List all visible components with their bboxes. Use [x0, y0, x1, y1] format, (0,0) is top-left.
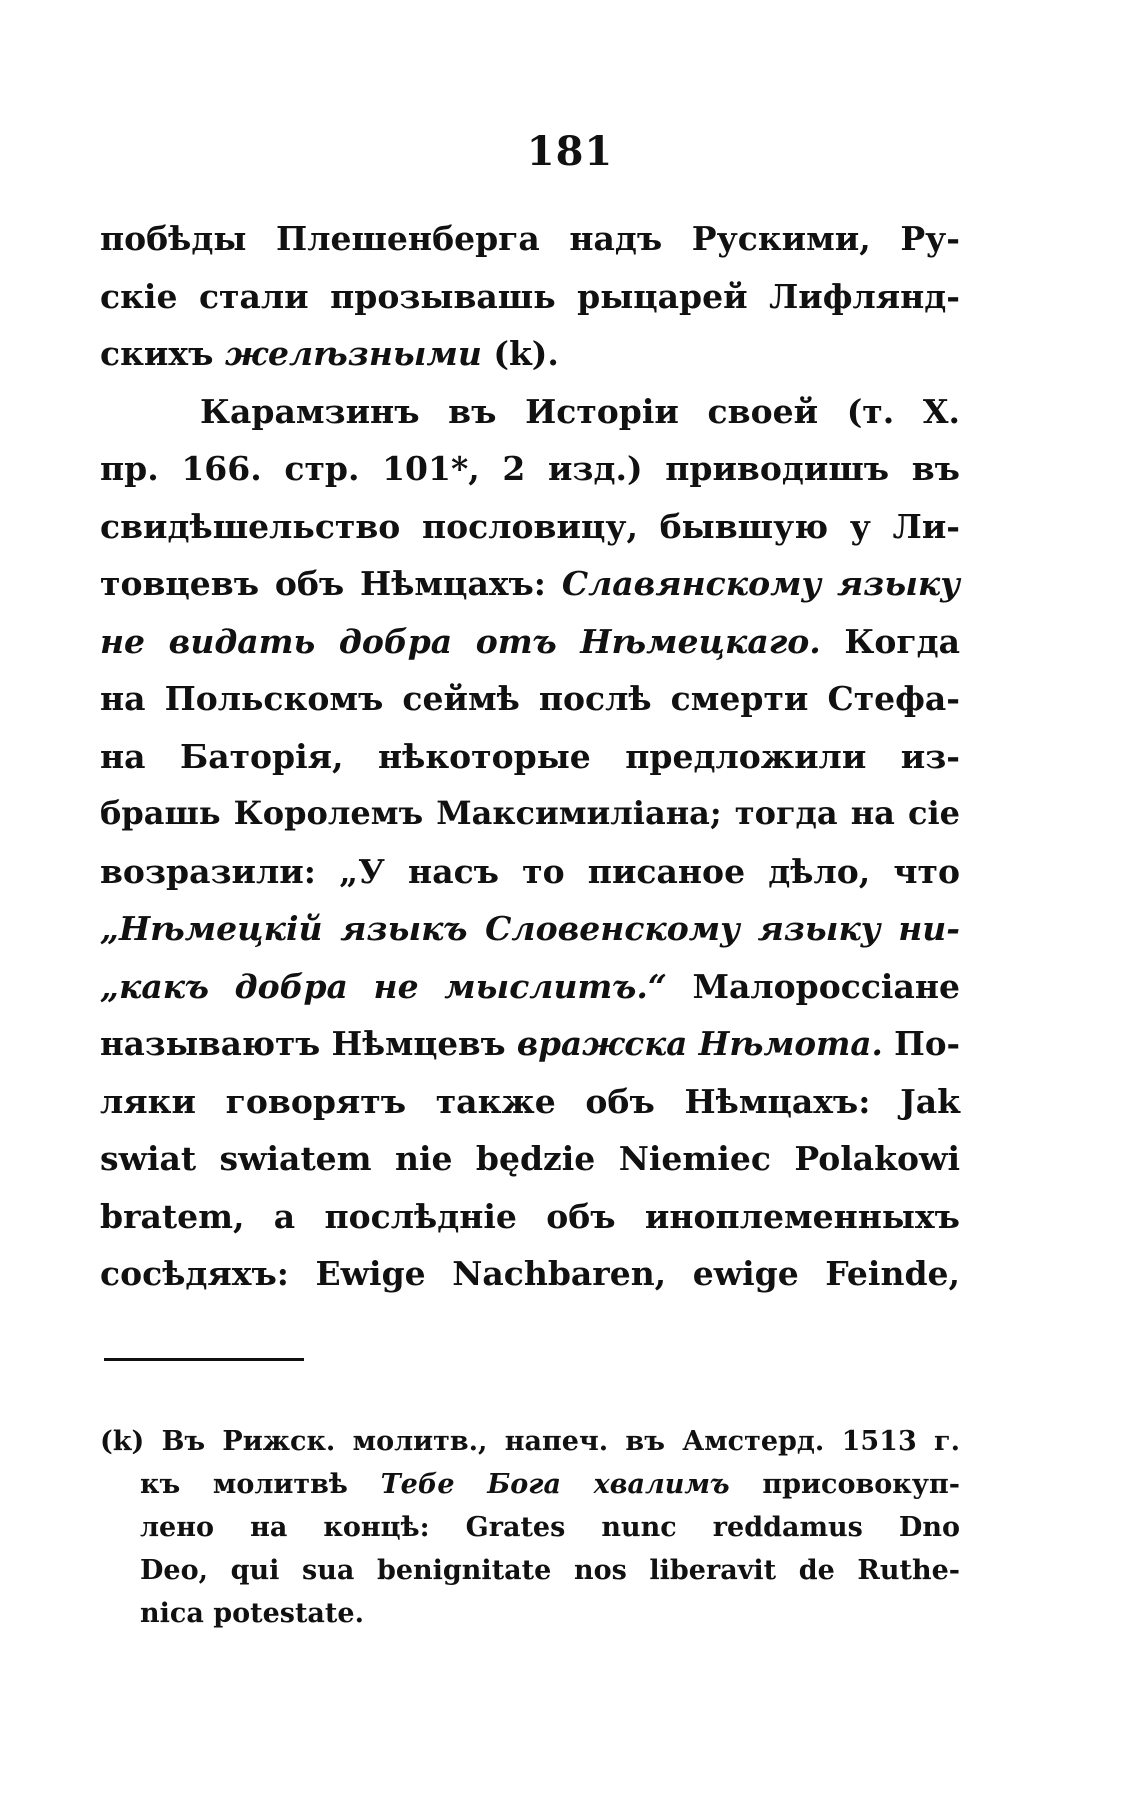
- text-segment-italic: желѣзными: [224, 334, 482, 373]
- text-segment: побѣды Плешенберга надъ Рускими, Ру-: [100, 219, 960, 258]
- text-segment: возразили: „У насъ то писаное дѣло, что: [100, 851, 960, 891]
- text-line: [100, 268, 960, 326]
- text-segment: Когда: [820, 621, 960, 661]
- text-segment: скихъ: [100, 334, 225, 373]
- text-line: [100, 1245, 960, 1303]
- footnote-line: [100, 1506, 960, 1549]
- text-line: [100, 958, 960, 1016]
- text-segment-italic: „какъ добра не мыслитъ.“: [100, 966, 667, 1006]
- text-segment-italic: не видать добра отъ Нѣмецкаго.: [100, 621, 821, 661]
- text-segment: на Польскомъ сеймѣ послѣ смерти Стефа-: [100, 679, 960, 718]
- text-line: [100, 1073, 960, 1131]
- text-line: [100, 785, 960, 843]
- footnote-line: [100, 1463, 960, 1506]
- text-line: [100, 383, 960, 441]
- text-line: [100, 325, 960, 383]
- text-segment: Малороссіане: [666, 966, 960, 1006]
- footnote-line: [100, 1420, 960, 1463]
- text-segment: товцевъ объ Нѣмцахъ:: [100, 564, 562, 603]
- text-line: [100, 555, 960, 613]
- text-segment: (k).: [481, 334, 559, 373]
- text-segment: брашь Королемъ Максимиліана; тогда на сіе: [100, 794, 960, 832]
- text-segment: лено на концѣ: Grates nunc reddamus Dno: [140, 1512, 960, 1543]
- text-segment: ляки говорятъ также объ Нѣмцахъ: Jak: [100, 1081, 960, 1121]
- text-segment: скіе стали прозывашь рыцарей Лифлянд-: [100, 276, 960, 316]
- footnotes: [100, 1420, 960, 1635]
- text-segment: bratem, а послѣдніе объ иноплеменныхъ: [100, 1196, 960, 1236]
- text-segment: По-: [882, 1024, 960, 1063]
- footnote-divider: [104, 1358, 304, 1361]
- text-line: [100, 440, 960, 498]
- text-segment-italic: „Нѣмецкій языкъ Словенскому языку ни-: [100, 909, 960, 948]
- text-line: [100, 210, 960, 268]
- text-segment-italic: Тебе Бога хвалимъ: [380, 1469, 730, 1500]
- text-segment-italic: Славянскому языку: [561, 564, 960, 603]
- text-segment: Deo, qui sua benignitate nos liberavit de Ruthe-: [140, 1555, 960, 1586]
- text-segment: свидѣшельство пословицу, бывшую у Ли-: [100, 506, 960, 546]
- text-line: [100, 843, 960, 901]
- text-segment: пр. 166. стр. 101*, 2 изд.) приводишъ въ: [100, 449, 960, 488]
- text-line: [100, 1130, 960, 1188]
- text-segment: присовокуп-: [729, 1469, 960, 1500]
- text-line: [100, 613, 960, 671]
- footnote-line: [100, 1549, 960, 1592]
- text-line: [100, 900, 960, 958]
- text-segment-italic: вражска Нѣмота.: [516, 1024, 883, 1063]
- text-segment: называютъ Нѣмцевъ: [100, 1024, 517, 1063]
- text-line: [100, 670, 960, 728]
- text-segment: (k) Въ Рижск. молитв., напеч. въ Амстерд. 1513 г.: [100, 1426, 960, 1457]
- text-segment: swiat swiatem nie będzie Niemiec Polakowi: [100, 1139, 960, 1178]
- page-number: 181: [526, 128, 614, 175]
- text-line: [100, 1015, 960, 1073]
- text-segment: сосѣдяхъ: Ewige Nachbaren, ewige Feinde,: [100, 1254, 960, 1293]
- text-segment: Карамзинъ въ Исторіи своей (т. X.: [200, 391, 960, 431]
- text-line: [100, 728, 960, 786]
- text-segment: nica potestate.: [140, 1598, 364, 1629]
- text-line: [100, 498, 960, 556]
- body-text: [100, 210, 960, 1303]
- footnote-line: [100, 1592, 960, 1635]
- text-segment: къ молитвѣ: [140, 1469, 381, 1500]
- text-line: [100, 1188, 960, 1246]
- text-segment: на Баторія, нѣкоторые предложили из-: [100, 736, 960, 776]
